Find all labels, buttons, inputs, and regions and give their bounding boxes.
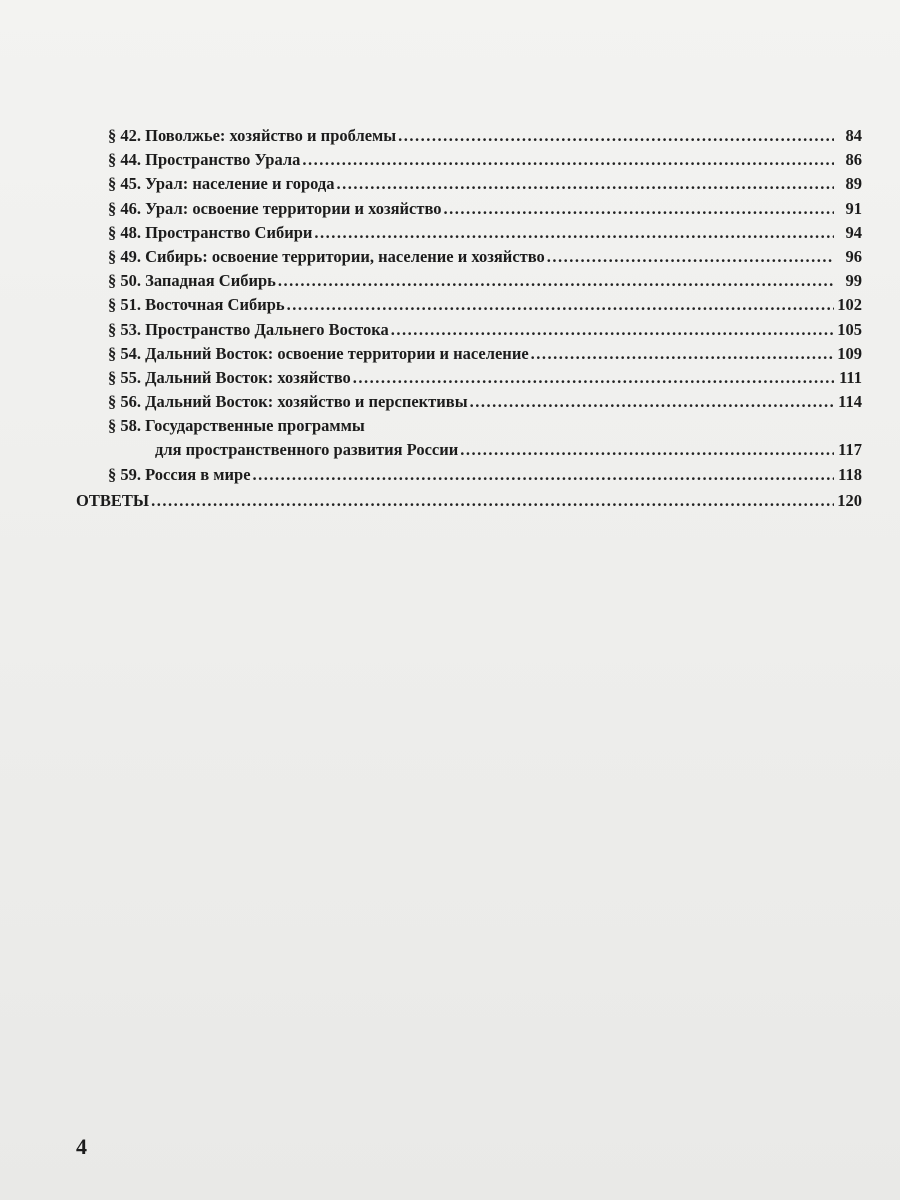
toc-entry-page: 89	[845, 174, 862, 194]
dot-leader	[531, 342, 834, 366]
toc-entry-title: § 46. Урал: освоение территории и хозяйство	[108, 198, 442, 218]
toc-entry-page: 84	[845, 126, 862, 145]
toc-entry	[108, 172, 862, 196]
toc-entry-title: § 51. Восточная Сибирь	[108, 295, 285, 315]
toc-entry	[108, 390, 862, 414]
page-number: 4	[76, 1134, 87, 1159]
toc-entry-title: § 44. Пространство Урала	[108, 150, 301, 170]
toc-entry-title: § 58. Государственные программы	[108, 416, 365, 436]
dot-leader	[398, 124, 834, 148]
toc-entry-page: 117	[838, 440, 862, 460]
toc-entry-page: 91	[845, 198, 862, 218]
dot-leader	[460, 438, 834, 462]
toc-entry-title: § 49. Сибирь: освоение территории, население и хозяйство	[108, 246, 545, 266]
dot-leader	[314, 221, 834, 245]
toc-entry-page: 118	[838, 464, 862, 484]
toc-entry-page: 109	[837, 343, 862, 363]
toc-entry-title: § 53. Пространство Дальнего Востока	[108, 319, 389, 339]
toc-entry-title: § 56. Дальний Восток: хозяйство и перспективы	[108, 392, 468, 412]
toc-entry-title: ОТВЕТЫ	[76, 490, 150, 510]
dot-leader	[391, 318, 834, 342]
toc-entry-title: § 42. Поволжье: хозяйство и проблемы	[108, 126, 397, 145]
toc-entry	[108, 293, 862, 317]
toc-entry-title: § 54. Дальний Восток: освоение территории и население	[108, 343, 529, 363]
dot-leader	[278, 269, 834, 293]
toc-entry-page: 114	[838, 392, 862, 412]
toc-entry	[108, 463, 862, 487]
toc-entry	[108, 342, 862, 366]
toc-entry	[108, 148, 862, 172]
toc-entry-58-line2	[108, 438, 862, 462]
toc-entry	[108, 197, 862, 221]
toc-entry	[108, 245, 862, 269]
dot-leader	[151, 489, 834, 513]
dot-leader	[353, 366, 834, 390]
toc-entry	[108, 124, 862, 148]
dot-leader	[337, 172, 835, 196]
toc-entry	[108, 318, 862, 342]
toc-entry-title: § 50. Западная Сибирь	[108, 271, 276, 291]
toc-entry-page: 99	[845, 271, 862, 291]
toc-entry-title: § 55. Дальний Восток: хозяйство	[108, 367, 351, 387]
toc-entry-page: 105	[837, 319, 862, 339]
dot-leader	[287, 293, 834, 317]
toc-entry-page: 96	[845, 246, 862, 266]
toc-entry-answers	[76, 489, 862, 513]
toc-entry-page: 94	[845, 222, 862, 242]
toc-entry	[108, 366, 862, 390]
toc-entry-page: 111	[839, 367, 862, 387]
table-of-contents	[76, 124, 862, 513]
toc-entry-page: 120	[837, 490, 862, 510]
toc-entry-title: § 59. Россия в мире	[108, 464, 251, 484]
dot-leader	[253, 463, 834, 487]
toc-entry-page: 102	[837, 295, 862, 315]
toc-entry-58-line1	[108, 414, 862, 438]
toc-entry-title-continued: для пространственного развития России	[155, 440, 459, 460]
dot-leader	[470, 390, 834, 414]
dot-leader	[444, 197, 834, 221]
dot-leader	[302, 148, 834, 172]
toc-entry-title: § 45. Урал: население и города	[108, 174, 335, 194]
dot-leader	[547, 245, 834, 269]
toc-entry	[108, 221, 862, 245]
toc-entry	[108, 269, 862, 293]
toc-entry-page: 86	[845, 150, 862, 170]
toc-entry-title: § 48. Пространство Сибири	[108, 222, 313, 242]
